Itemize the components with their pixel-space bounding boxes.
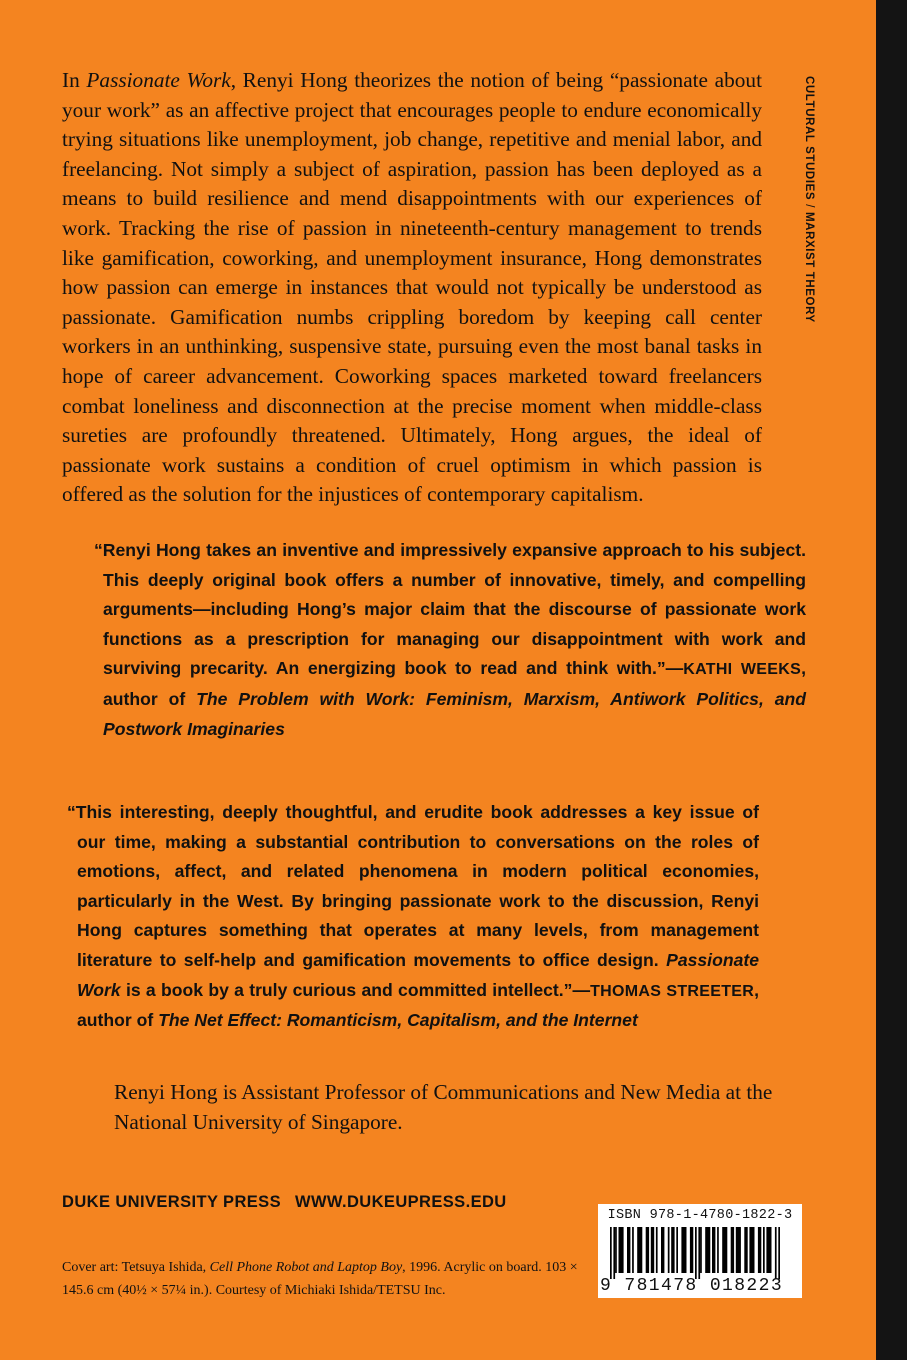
barcode-bar [758, 1227, 761, 1273]
blurb-author-work: The Problem with Work: Feminism, Marxism, Antiwork Politics, and Postwork Imaginaries [103, 688, 807, 739]
barcode-bar [744, 1227, 747, 1273]
barcode-bar [700, 1227, 702, 1273]
book-description [62, 66, 762, 510]
barcode-bar [749, 1227, 754, 1273]
barcode-bar [722, 1227, 727, 1273]
barcode-bar [731, 1227, 734, 1273]
blurb-quote: “This interesting, deeply thoughtful, and erudite book addresses a key issue of our time, making a substantial contribution to conversations on the roles of emotions, affect, and related phenomena in modern political economies, particularly in the West. By bringing passionate work to the discussion, Renyi Hong captures something that operates at many levels, from management literature to self-help and gamification movements to office design. [67, 802, 759, 970]
barcode-bar [627, 1227, 630, 1273]
barcode-bar [632, 1227, 634, 1273]
spine-edge [876, 0, 907, 1360]
barcode-bar [661, 1227, 664, 1273]
barcode-guard-bar [775, 1227, 777, 1279]
publisher-url: WWW.DUKEUPRESS.EDU [294, 1193, 507, 1211]
category-label [797, 76, 821, 376]
barcode-bars [610, 1227, 790, 1279]
description-intro: In [62, 68, 87, 92]
description-book-title: Passionate Work [86, 68, 231, 92]
barcode-bar [619, 1227, 624, 1273]
isbn-label: ISBN 978-1-4780-1822-3 [607, 1208, 793, 1223]
barcode-bar [651, 1227, 654, 1273]
credit-details: , 1996. Acrylic on board. 103 × 145.6 cm (40½ × 57¼ in.). Courtesy of Michiaki Ishida/TETSU Inc. [62, 1260, 578, 1298]
barcode-bar [705, 1227, 710, 1273]
category-cultural-studies: CULTURAL STUDIES [803, 76, 815, 201]
blurb-quote: “Renyi Hong takes an inventive and impressively expansive approach to his subject. This deeply original book offers a number of innovative, timely, and compelling arguments—including Hong’s major claim that the discourse of passionate work functions as a prescription for managing our disappointment with work and surviving precarity. An energizing book to read and think with.” [94, 540, 806, 679]
cover-art-credit [62, 1256, 592, 1302]
category-marxist-theory: MARXIST THEORY [803, 211, 815, 323]
barcode-guard-bar [695, 1227, 697, 1279]
publisher-line [62, 1193, 507, 1212]
blurb-author-work: The Net Effect: Romanticism, Capitalism, and the Internet [158, 1010, 638, 1031]
blurb-author-of: , author of [77, 979, 759, 1031]
author-bio: Renyi Hong is Assistant Professor of Communications and New Media at the National University of Singapore. [114, 1080, 773, 1134]
blurb-weeks [94, 536, 807, 744]
barcode-bar [646, 1227, 649, 1273]
isbn-barcode [598, 1204, 802, 1298]
blurb-streeter [67, 798, 759, 1036]
barcode-bar [676, 1227, 678, 1273]
barcode-bar [615, 1227, 617, 1273]
description-body: , Renyi Hong theorizes the notion of being “passionate about your work” as an affective project that encourages people to endure economically trying situations like unemployment, job change, repetitive and menial labor, and freelancing. Not simply a subject of aspiration, passion has been deployed as a means to build resilience and mend disappointments with our experiences of work. Tracking the rise of passion in nineteenth-century management to trends like gamification, coworking, and unemployment insurance, Hong demonstrates how passion can emerge in instances that would not typically be understood as passionate. Gamification numbs crippling boredom by keeping call center workers in an unthinking, suspensive state, pursuing even the most banal tasks in hope of career advancement. Coworking spaces marketed toward freelancers combat loneliness and disconnection at the precise moment when middle-class sureties are profoundly threatened. Ultimately, Hong argues, the ideal of passionate work sustains a condition of cruel optimism in which passion is offered as the solution for the injustices of contemporary capitalism. [62, 68, 762, 507]
blurb-quote-end: is a book by a truly curious and committed intellect.” [120, 979, 573, 1000]
category-separator: / [803, 204, 815, 208]
credit-prefix: Cover art: Tetsuya Ishida, [62, 1260, 210, 1275]
barcode-bar [712, 1227, 715, 1273]
barcode-guard-bar [778, 1227, 780, 1279]
blurb-author-name: KATHI WEEKS [683, 661, 802, 679]
barcode-bar [763, 1227, 765, 1273]
blurb-author-name: THOMAS STREETER [590, 982, 755, 1000]
blurb-dash: — [665, 658, 684, 679]
barcode-bar [681, 1227, 686, 1273]
barcode-bar [637, 1227, 642, 1273]
barcode-bar [671, 1227, 674, 1273]
blurb-quote-title: Passionate Work [77, 949, 759, 1000]
blurb-dash: — [572, 979, 591, 1000]
credit-artwork-title: Cell Phone Robot and Laptop Boy [209, 1260, 403, 1275]
barcode-bar [766, 1227, 771, 1273]
barcode-bar [668, 1227, 670, 1273]
publisher-name: DUKE UNIVERSITY PRESS [62, 1193, 281, 1211]
barcode-bar [656, 1227, 658, 1273]
barcode-guard-bar [698, 1227, 700, 1279]
barcode-digits: 9 781478 018223 [600, 1276, 784, 1296]
barcode-bar [736, 1227, 741, 1273]
blurb-author-of: , author of [103, 658, 806, 709]
barcode-bar [717, 1227, 719, 1273]
barcode-guard-bar [610, 1227, 612, 1279]
barcode-guard-bar [613, 1227, 615, 1279]
barcode-bar [690, 1227, 693, 1273]
